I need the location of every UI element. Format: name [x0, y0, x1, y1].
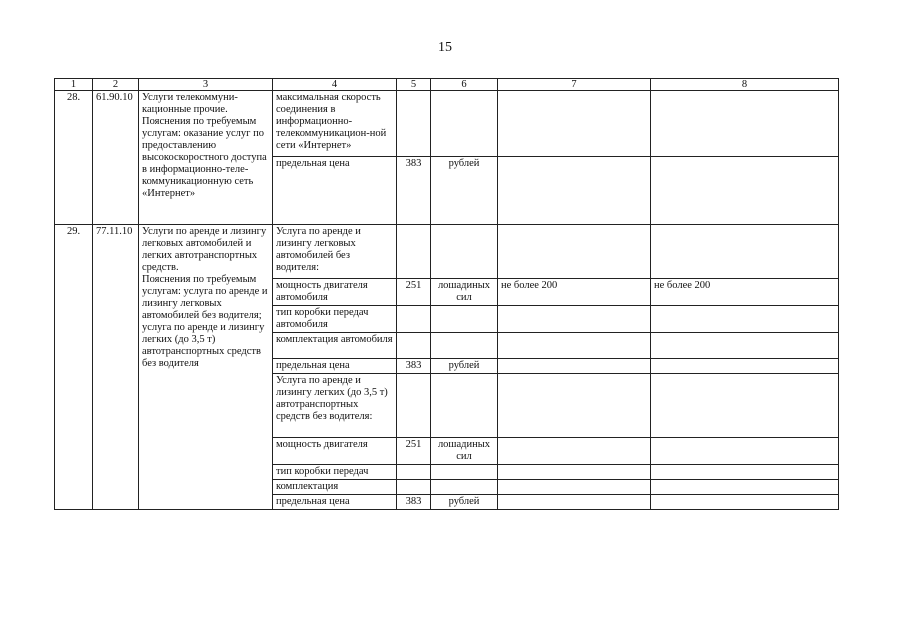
value-col7 [498, 91, 651, 157]
characteristic-name: комплектация [273, 480, 397, 495]
unit-code [397, 465, 431, 480]
value-col8 [651, 359, 839, 374]
service-description: Услуги по аренде и лизингу легковых автомобилей и легких автотранспортных средств. Пояснения по требуемым услугам: услуга по аренде и лизингу легковых автомобилей без водителя; услуга по аренде и лизингу легких (до 3,5 т) автотранспортных средств без водителя [139, 225, 273, 510]
row-number: 28. [55, 91, 93, 225]
header-cell: 8 [651, 79, 839, 91]
header-cell: 2 [93, 79, 139, 91]
value-col7 [498, 333, 651, 359]
value-col7 [498, 157, 651, 225]
unit-code: 251 [397, 279, 431, 306]
requirements-table [54, 78, 839, 510]
characteristic-name: мощность двигателя автомобиля [273, 279, 397, 306]
unit-code: 251 [397, 438, 431, 465]
unit-code: 383 [397, 359, 431, 374]
unit-name: лошадиных сил [431, 279, 498, 306]
value-col8 [651, 157, 839, 225]
table-row [55, 91, 839, 157]
value-col7 [498, 495, 651, 510]
characteristic-name: предельная цена [273, 359, 397, 374]
value-col7 [498, 359, 651, 374]
unit-code [397, 480, 431, 495]
value-col8 [651, 91, 839, 157]
value-col8: не более 200 [651, 279, 839, 306]
characteristic-name: предельная цена [273, 157, 397, 225]
value-col8 [651, 480, 839, 495]
value-col7 [498, 480, 651, 495]
characteristic-name: комплектация автомобиля [273, 333, 397, 359]
unit-code [397, 333, 431, 359]
value-col8 [651, 306, 839, 333]
value-col8 [651, 333, 839, 359]
okpd-code: 61.90.10 [93, 91, 139, 225]
value-col8 [651, 495, 839, 510]
characteristic-name: предельная цена [273, 495, 397, 510]
value-col7 [498, 306, 651, 333]
group-title: Услуга по аренде и лизингу легковых автомобилей без водителя: [273, 225, 397, 279]
header-cell: 3 [139, 79, 273, 91]
unit-name: рублей [431, 359, 498, 374]
characteristic-name: тип коробки передач [273, 465, 397, 480]
value-col8 [651, 465, 839, 480]
header-cell: 4 [273, 79, 397, 91]
value-col8 [651, 438, 839, 465]
row-number: 29. [55, 225, 93, 510]
unit-name [431, 480, 498, 495]
unit-name [431, 333, 498, 359]
unit-name: рублей [431, 157, 498, 225]
unit-name [431, 306, 498, 333]
unit-name [431, 465, 498, 480]
okpd-code: 77.11.10 [93, 225, 139, 510]
header-cell: 6 [431, 79, 498, 91]
group-title: Услуга по аренде и лизингу легких (до 3,5 т) автотранспортных средств без водителя: [273, 374, 397, 438]
header-row [55, 79, 839, 91]
value-col7: не более 200 [498, 279, 651, 306]
value-col7 [498, 438, 651, 465]
unit-code: 383 [397, 157, 431, 225]
characteristic-name: мощность двигателя [273, 438, 397, 465]
header-cell: 1 [55, 79, 93, 91]
characteristic-name: максимальная скорость соединения в информационно-телекоммуникацион-ной сети «Интернет» [273, 91, 397, 157]
page-number: 15 [438, 40, 452, 55]
unit-code [397, 306, 431, 333]
unit-name: лошадиных сил [431, 438, 498, 465]
table-row [55, 225, 839, 279]
header-cell: 5 [397, 79, 431, 91]
service-description: Услуги телекоммуни-кационные прочие. Пояснения по требуемым услугам: оказание услуг по предоставлению высокоскоростного доступа в информационно-теле-коммуникационную сеть «Интернет» [139, 91, 273, 225]
unit-code: 383 [397, 495, 431, 510]
unit-name: рублей [431, 495, 498, 510]
header-cell: 7 [498, 79, 651, 91]
unit-name [431, 91, 498, 157]
unit-code [397, 91, 431, 157]
characteristic-name: тип коробки передач автомобиля [273, 306, 397, 333]
value-col7 [498, 465, 651, 480]
